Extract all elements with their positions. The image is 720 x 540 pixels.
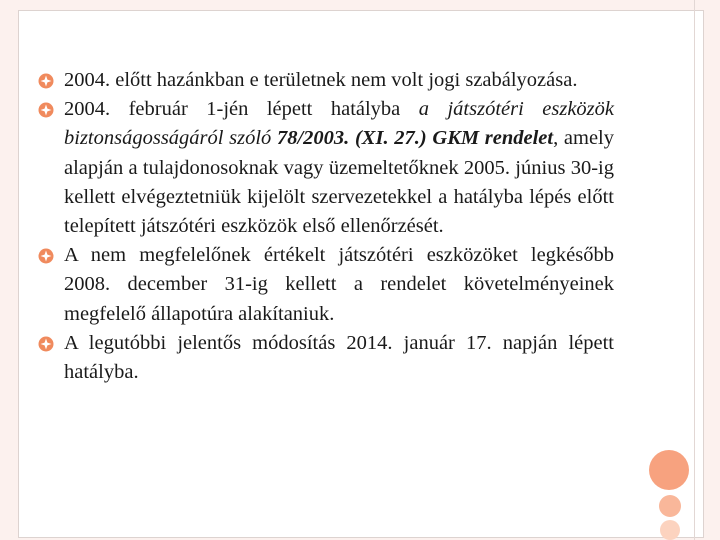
bullet-list [38, 66, 614, 387]
bullet-item [38, 329, 614, 387]
flower-bullet-icon [38, 73, 54, 89]
bullet-text-continued: , amely alapján a tulajdonosoknak vagy üzemeltetőknek 2005. június 30-ig kellett elvégeztetniük kijelölt szervezetekkel a hatályba lépés előtt telepített játszótéri eszközök első ellenőrzését. [64, 127, 614, 238]
bullet-text: 2004. előtt hazánkban e területnek nem volt jogi szabályozása. [64, 69, 578, 91]
bullet-text: 2004. február 1-jén lépett hatályba [64, 98, 419, 121]
right-divider-line [694, 0, 695, 540]
decor-circle-medium [659, 495, 681, 517]
flower-bullet-icon [38, 248, 54, 264]
flower-bullet-icon [38, 336, 54, 352]
bullet-item [38, 66, 614, 95]
bullet-item [38, 241, 614, 329]
bullet-item [38, 95, 614, 241]
regulation-title-text: 78/2003. (XI. 27.) GKM rendelet [276, 127, 554, 150]
bullet-text: A nem megfelelőnek értékelt játszótéri eszközöket legkésőbb 2008. december 31-ig kellett a rendelet követelményeinek megfelelő állapotúra alakítaniuk. [64, 244, 614, 325]
bullet-text: A legutóbbi jelentős módosítás 2014. január 17. napján lépett hatályba. [64, 331, 614, 384]
regulation-subject-text: a játszótéri eszközök biztonságosságáról szóló [64, 98, 615, 150]
flower-bullet-icon [38, 102, 54, 118]
decor-circle-small [660, 520, 680, 540]
decor-circle-large [649, 450, 689, 490]
